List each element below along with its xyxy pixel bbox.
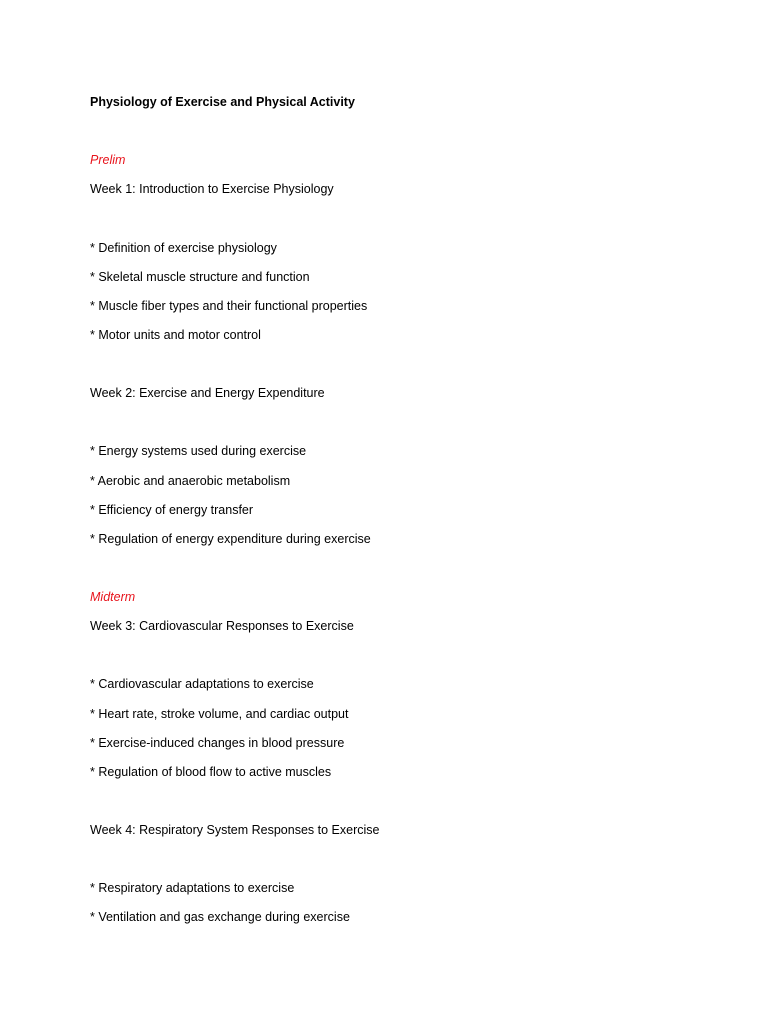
list-item: * Respiratory adaptations to exercise [90, 881, 295, 895]
list-item: * Skeletal muscle structure and function [90, 270, 310, 284]
week-heading: Week 4: Respiratory System Responses to Exercise [90, 823, 380, 837]
list-item: * Cardiovascular adaptations to exercise [90, 677, 314, 691]
week-heading: Week 3: Cardiovascular Responses to Exercise [90, 619, 354, 633]
list-item: * Exercise-induced changes in blood pressure [90, 736, 345, 750]
list-item: * Muscle fiber types and their functional properties [90, 299, 368, 313]
list-item: * Efficiency of energy transfer [90, 503, 254, 517]
list-item: * Definition of exercise physiology [90, 241, 277, 255]
list-item: * Aerobic and anaerobic metabolism [90, 474, 291, 488]
list-item: * Energy systems used during exercise [90, 444, 307, 458]
section-label-midterm: Midterm [90, 590, 136, 604]
list-item: * Ventilation and gas exchange during exercise [90, 910, 350, 924]
list-item: * Heart rate, stroke volume, and cardiac output [90, 707, 349, 721]
list-item: * Motor units and motor control [90, 328, 261, 342]
list-item: * Regulation of blood flow to active muscles [90, 765, 332, 779]
list-item: * Regulation of energy expenditure during exercise [90, 532, 371, 546]
week-heading: Week 1: Introduction to Exercise Physiology [90, 182, 334, 196]
section-label-prelim: Prelim [90, 153, 126, 167]
document-title: Physiology of Exercise and Physical Activity [90, 95, 355, 109]
week-heading: Week 2: Exercise and Energy Expenditure [90, 386, 325, 400]
